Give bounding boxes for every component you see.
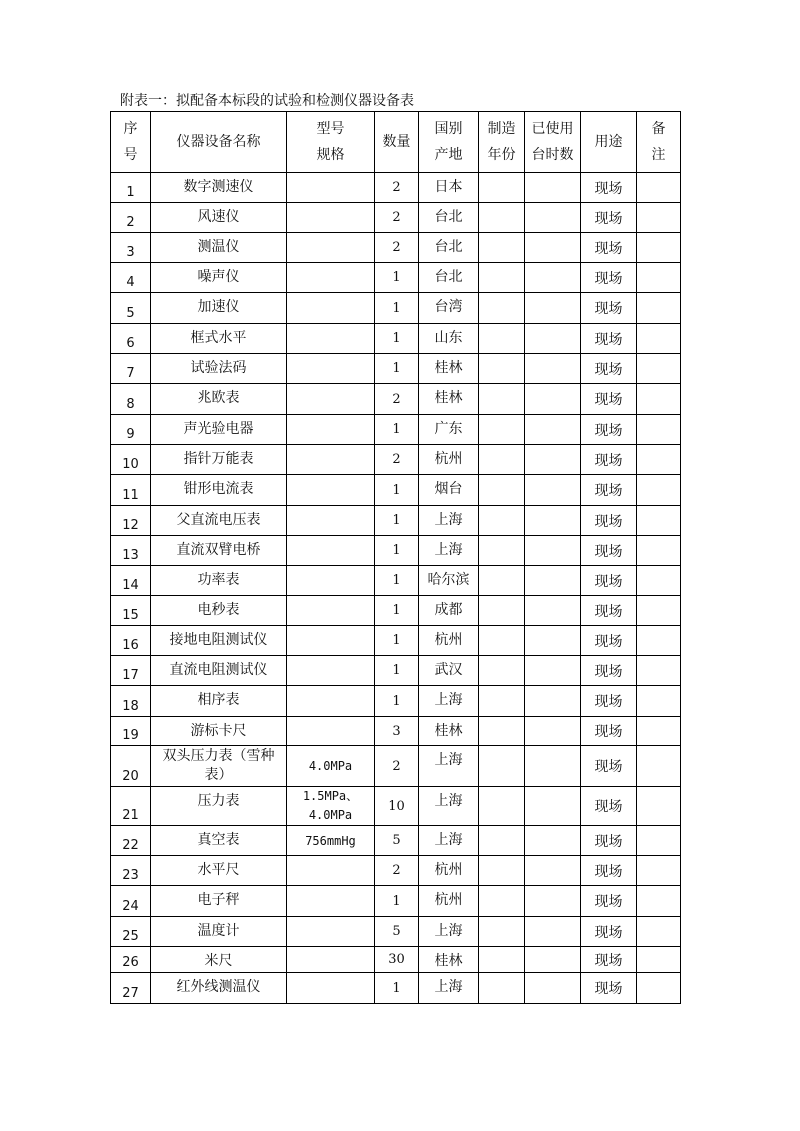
usage: 现场 (581, 973, 637, 1004)
used-hours (525, 536, 581, 566)
origin: 上海 (419, 746, 479, 787)
usage: 现场 (581, 536, 637, 566)
equipment-name: 兆欧表 (151, 384, 287, 415)
origin: 上海 (419, 826, 479, 856)
model-spec (287, 973, 375, 1004)
equipment-name: 父直流电压表 (151, 506, 287, 536)
origin: 台北 (419, 233, 479, 263)
usage: 现场 (581, 656, 637, 686)
note (637, 826, 681, 856)
equipment-name: 声光验电器 (151, 415, 287, 445)
table-row (111, 973, 681, 1004)
used-hours (525, 475, 581, 506)
usage: 现场 (581, 445, 637, 475)
row-number: 24 (111, 886, 151, 917)
usage: 现场 (581, 826, 637, 856)
model-spec (287, 566, 375, 596)
used-hours (525, 566, 581, 596)
used-hours (525, 506, 581, 536)
used-hours (525, 686, 581, 717)
origin: 桂林 (419, 947, 479, 973)
equipment-name: 直流电阻测试仪 (151, 656, 287, 686)
row-number: 25 (111, 917, 151, 947)
header-model: 型号 规格 (287, 112, 375, 173)
equipment-name: 电子秤 (151, 886, 287, 917)
usage: 现场 (581, 415, 637, 445)
manufacture-year (479, 886, 525, 917)
usage: 现场 (581, 886, 637, 917)
origin: 桂林 (419, 717, 479, 746)
manufacture-year (479, 293, 525, 324)
note (637, 415, 681, 445)
origin: 上海 (419, 536, 479, 566)
table-row (111, 293, 681, 324)
manufacture-year (479, 686, 525, 717)
equipment-name: 压力表 (151, 787, 287, 826)
used-hours (525, 717, 581, 746)
model-spec (287, 626, 375, 656)
note (637, 203, 681, 233)
model-spec (287, 947, 375, 973)
model-spec (287, 475, 375, 506)
note (637, 886, 681, 917)
table-caption: 附表一：拟配备本标段的试验和检测仪器设备表 (120, 93, 414, 109)
row-number: 12 (111, 506, 151, 536)
usage: 现场 (581, 686, 637, 717)
table-row (111, 263, 681, 293)
usage: 现场 (581, 787, 637, 826)
table-row (111, 787, 681, 826)
origin: 杭州 (419, 886, 479, 917)
used-hours (525, 626, 581, 656)
equipment-name: 红外线测温仪 (151, 973, 287, 1004)
row-number: 21 (111, 787, 151, 826)
table-row (111, 717, 681, 746)
manufacture-year (479, 626, 525, 656)
usage: 现场 (581, 947, 637, 973)
table-row (111, 856, 681, 886)
table-row (111, 233, 681, 263)
manufacture-year (479, 415, 525, 445)
manufacture-year (479, 973, 525, 1004)
origin: 武汉 (419, 656, 479, 686)
manufacture-year (479, 917, 525, 947)
row-number: 2 (111, 203, 151, 233)
model-spec (287, 686, 375, 717)
row-number: 18 (111, 686, 151, 717)
usage: 现场 (581, 506, 637, 536)
quantity: 30 (375, 947, 419, 973)
manufacture-year (479, 856, 525, 886)
note (637, 717, 681, 746)
model-spec (287, 354, 375, 384)
equipment-name: 功率表 (151, 566, 287, 596)
note (637, 596, 681, 626)
row-number: 19 (111, 717, 151, 746)
equipment-name: 框式水平 (151, 324, 287, 354)
usage: 现场 (581, 746, 637, 787)
note (637, 973, 681, 1004)
row-number: 26 (111, 947, 151, 973)
equipment-name: 真空表 (151, 826, 287, 856)
row-number: 11 (111, 475, 151, 506)
table-row (111, 686, 681, 717)
origin: 上海 (419, 973, 479, 1004)
usage: 现场 (581, 566, 637, 596)
manufacture-year (479, 233, 525, 263)
table-row (111, 203, 681, 233)
origin: 上海 (419, 686, 479, 717)
manufacture-year (479, 787, 525, 826)
row-number: 8 (111, 384, 151, 415)
table-row (111, 445, 681, 475)
row-number: 4 (111, 263, 151, 293)
table-row (111, 415, 681, 445)
used-hours (525, 947, 581, 973)
table-row (111, 917, 681, 947)
equipment-table (110, 111, 681, 1004)
quantity: 2 (375, 173, 419, 203)
origin: 广东 (419, 415, 479, 445)
table-row (111, 947, 681, 973)
quantity: 1 (375, 536, 419, 566)
model-spec (287, 293, 375, 324)
note (637, 173, 681, 203)
quantity: 3 (375, 717, 419, 746)
manufacture-year (479, 445, 525, 475)
model-spec (287, 536, 375, 566)
note (637, 856, 681, 886)
model-spec (287, 656, 375, 686)
row-number: 5 (111, 293, 151, 324)
usage: 现场 (581, 475, 637, 506)
usage: 现场 (581, 354, 637, 384)
model-spec (287, 506, 375, 536)
equipment-name: 双头压力表（雪种表） (151, 746, 287, 787)
used-hours (525, 384, 581, 415)
note (637, 566, 681, 596)
used-hours (525, 354, 581, 384)
quantity: 1 (375, 566, 419, 596)
used-hours (525, 293, 581, 324)
usage: 现场 (581, 203, 637, 233)
equipment-name: 水平尺 (151, 856, 287, 886)
used-hours (525, 324, 581, 354)
origin: 桂林 (419, 384, 479, 415)
equipment-name: 电秒表 (151, 596, 287, 626)
origin: 杭州 (419, 626, 479, 656)
used-hours (525, 233, 581, 263)
manufacture-year (479, 173, 525, 203)
table-row (111, 506, 681, 536)
used-hours (525, 415, 581, 445)
usage: 现场 (581, 596, 637, 626)
manufacture-year (479, 384, 525, 415)
row-number: 20 (111, 746, 151, 787)
quantity: 1 (375, 293, 419, 324)
usage: 现场 (581, 717, 637, 746)
model-spec (287, 886, 375, 917)
manufacture-year (479, 354, 525, 384)
quantity: 1 (375, 475, 419, 506)
header-seq: 序 号 (111, 112, 151, 173)
equipment-name: 加速仪 (151, 293, 287, 324)
quantity: 1 (375, 354, 419, 384)
equipment-name: 噪声仪 (151, 263, 287, 293)
header-name: 仪器设备名称 (151, 112, 287, 173)
usage: 现场 (581, 173, 637, 203)
row-number: 3 (111, 233, 151, 263)
used-hours (525, 787, 581, 826)
origin: 上海 (419, 917, 479, 947)
used-hours (525, 826, 581, 856)
quantity: 1 (375, 506, 419, 536)
note (637, 536, 681, 566)
used-hours (525, 886, 581, 917)
manufacture-year (479, 656, 525, 686)
table-row (111, 384, 681, 415)
manufacture-year (479, 717, 525, 746)
header-year: 制造 年份 (479, 112, 525, 173)
table-row (111, 626, 681, 656)
row-number: 15 (111, 596, 151, 626)
row-number: 9 (111, 415, 151, 445)
table-row (111, 566, 681, 596)
usage: 现场 (581, 626, 637, 656)
note (637, 506, 681, 536)
usage: 现场 (581, 856, 637, 886)
equipment-name: 米尺 (151, 947, 287, 973)
row-number: 14 (111, 566, 151, 596)
manufacture-year (479, 324, 525, 354)
row-number: 7 (111, 354, 151, 384)
note (637, 324, 681, 354)
header-use: 用途 (581, 112, 637, 173)
header-origin: 国别 产地 (419, 112, 479, 173)
note (637, 233, 681, 263)
origin: 上海 (419, 787, 479, 826)
table-row (111, 656, 681, 686)
manufacture-year (479, 203, 525, 233)
model-spec (287, 233, 375, 263)
row-number: 16 (111, 626, 151, 656)
origin: 杭州 (419, 445, 479, 475)
used-hours (525, 173, 581, 203)
row-number: 10 (111, 445, 151, 475)
quantity: 1 (375, 415, 419, 445)
used-hours (525, 656, 581, 686)
origin: 桂林 (419, 354, 479, 384)
manufacture-year (479, 566, 525, 596)
manufacture-year (479, 263, 525, 293)
used-hours (525, 973, 581, 1004)
note (637, 263, 681, 293)
model-spec: 756mmHg (287, 826, 375, 856)
model-spec (287, 263, 375, 293)
note (637, 626, 681, 656)
table-row (111, 173, 681, 203)
model-spec (287, 324, 375, 354)
row-number: 6 (111, 324, 151, 354)
quantity: 1 (375, 626, 419, 656)
quantity: 10 (375, 787, 419, 826)
usage: 现场 (581, 324, 637, 354)
note (637, 445, 681, 475)
manufacture-year (479, 536, 525, 566)
table-row (111, 886, 681, 917)
equipment-name: 数字测速仪 (151, 173, 287, 203)
note (637, 293, 681, 324)
origin: 台北 (419, 203, 479, 233)
used-hours (525, 856, 581, 886)
quantity: 2 (375, 233, 419, 263)
usage: 现场 (581, 293, 637, 324)
quantity: 1 (375, 596, 419, 626)
note (637, 787, 681, 826)
row-number: 1 (111, 173, 151, 203)
quantity: 1 (375, 263, 419, 293)
note (637, 384, 681, 415)
origin: 山东 (419, 324, 479, 354)
model-spec (287, 917, 375, 947)
quantity: 1 (375, 324, 419, 354)
note (637, 656, 681, 686)
origin: 台湾 (419, 293, 479, 324)
used-hours (525, 445, 581, 475)
header-hours: 已使用 台时数 (525, 112, 581, 173)
equipment-name: 试验法码 (151, 354, 287, 384)
equipment-name: 接地电阻测试仪 (151, 626, 287, 656)
quantity: 5 (375, 826, 419, 856)
model-spec (287, 717, 375, 746)
model-spec (287, 415, 375, 445)
quantity: 1 (375, 886, 419, 917)
origin: 日本 (419, 173, 479, 203)
table-row (111, 826, 681, 856)
header-qty: 数量 (375, 112, 419, 173)
model-spec: 4.0MPa (287, 746, 375, 787)
usage: 现场 (581, 263, 637, 293)
manufacture-year (479, 506, 525, 536)
used-hours (525, 203, 581, 233)
used-hours (525, 917, 581, 947)
table-row (111, 596, 681, 626)
header-row (111, 112, 681, 173)
origin: 烟台 (419, 475, 479, 506)
quantity: 2 (375, 203, 419, 233)
usage: 现场 (581, 233, 637, 263)
quantity: 2 (375, 445, 419, 475)
row-number: 27 (111, 973, 151, 1004)
table-row (111, 324, 681, 354)
manufacture-year (479, 475, 525, 506)
equipment-name: 指针万能表 (151, 445, 287, 475)
equipment-name: 游标卡尺 (151, 717, 287, 746)
equipment-name: 相序表 (151, 686, 287, 717)
manufacture-year (479, 596, 525, 626)
quantity: 1 (375, 973, 419, 1004)
table-row (111, 354, 681, 384)
origin: 哈尔滨 (419, 566, 479, 596)
table-row (111, 475, 681, 506)
note (637, 475, 681, 506)
model-spec: 1.5MPa、4.0MPa (287, 787, 375, 826)
manufacture-year (479, 947, 525, 973)
model-spec (287, 173, 375, 203)
origin: 上海 (419, 506, 479, 536)
manufacture-year (479, 826, 525, 856)
model-spec (287, 384, 375, 415)
model-spec (287, 596, 375, 626)
equipment-name: 直流双臂电桥 (151, 536, 287, 566)
note (637, 947, 681, 973)
note (637, 354, 681, 384)
used-hours (525, 263, 581, 293)
note (637, 917, 681, 947)
row-number: 22 (111, 826, 151, 856)
table-row (111, 746, 681, 787)
manufacture-year (479, 746, 525, 787)
equipment-name: 钳形电流表 (151, 475, 287, 506)
usage: 现场 (581, 917, 637, 947)
quantity: 2 (375, 384, 419, 415)
quantity: 2 (375, 746, 419, 787)
model-spec (287, 856, 375, 886)
equipment-name: 测温仪 (151, 233, 287, 263)
table-row (111, 536, 681, 566)
row-number: 17 (111, 656, 151, 686)
model-spec (287, 445, 375, 475)
quantity: 2 (375, 856, 419, 886)
header-note: 备 注 (637, 112, 681, 173)
model-spec (287, 203, 375, 233)
note (637, 746, 681, 787)
used-hours (525, 746, 581, 787)
note (637, 686, 681, 717)
origin: 台北 (419, 263, 479, 293)
origin: 杭州 (419, 856, 479, 886)
origin: 成都 (419, 596, 479, 626)
row-number: 23 (111, 856, 151, 886)
quantity: 1 (375, 686, 419, 717)
usage: 现场 (581, 384, 637, 415)
used-hours (525, 596, 581, 626)
quantity: 5 (375, 917, 419, 947)
quantity: 1 (375, 656, 419, 686)
equipment-name: 风速仪 (151, 203, 287, 233)
equipment-name: 温度计 (151, 917, 287, 947)
row-number: 13 (111, 536, 151, 566)
